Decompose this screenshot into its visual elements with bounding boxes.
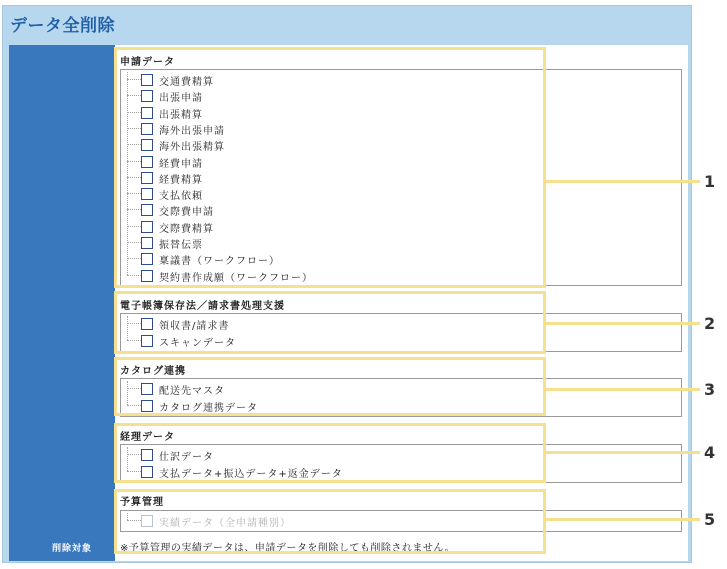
tree-item-label: カタログ連携データ	[159, 402, 258, 414]
callout-line-1	[546, 180, 700, 183]
budget-note: ※予算管理の実績データは、申請データを削除しても削除されません。	[120, 543, 455, 554]
highlight-box-5	[114, 489, 546, 554]
delete-target-label: 削除対象	[52, 544, 93, 554]
highlight-box-1	[114, 47, 546, 288]
highlight-box-2	[114, 291, 546, 354]
tree-item-label: 交際費申請	[159, 207, 214, 219]
tree-item-label: 経費申請	[159, 158, 203, 170]
callout-line-3	[546, 388, 700, 391]
callout-number-5: 5	[704, 510, 716, 529]
tree-item-label: 支払依頼	[159, 191, 203, 203]
section-heading-application: 申請データ	[120, 57, 175, 68]
tree-item-label: 実績データ（全申請種別）	[159, 518, 291, 529]
page-title: データ全削除	[10, 16, 115, 36]
tree-item-label: 稟議書（ワークフロー）	[159, 256, 280, 268]
callout-line-2	[546, 322, 700, 325]
tree-item-label: 交際費精算	[159, 223, 214, 235]
callout-number-2: 2	[704, 314, 716, 333]
tree-item-label: 交通費精算	[159, 77, 214, 88]
callout-number-1: 1	[704, 172, 716, 191]
callout-line-4	[546, 451, 700, 454]
tree-item-label: 振替伝票	[159, 240, 203, 251]
callout-number-3: 3	[704, 380, 716, 399]
section-heading-catalog: カタログ連携	[120, 366, 186, 377]
section-heading-accounting: 経理データ	[120, 432, 175, 443]
tree-item-label: スキャンデータ	[159, 337, 236, 349]
tree-item-label: 海外出張申請	[159, 125, 225, 137]
tree-item-label: 支払データ+振込データ+返金データ	[159, 468, 343, 480]
tree-item-label: 領収書/請求書	[159, 321, 230, 332]
tree-item-label: 出張精算	[159, 109, 203, 121]
sidebar	[9, 45, 115, 561]
section-heading-budget: 予算管理	[120, 497, 164, 508]
tree-item-label: 海外出張精算	[159, 142, 225, 154]
section-heading-ebook: 電子帳簿保存法／請求書処理支援	[120, 301, 285, 312]
tree-item-label: 仕訳データ	[159, 452, 214, 463]
callout-line-5	[546, 518, 700, 521]
highlight-box-4	[114, 423, 546, 483]
tree-item-label: 出張申請	[159, 93, 203, 105]
tree-item-label: 配送先マスタ	[159, 386, 225, 397]
tree-item-label: 契約書作成願（ワークフロー）	[159, 272, 313, 284]
callout-number-4: 4	[704, 443, 716, 462]
highlight-box-3	[114, 357, 546, 416]
tree-item-label: 経費精算	[159, 174, 203, 186]
